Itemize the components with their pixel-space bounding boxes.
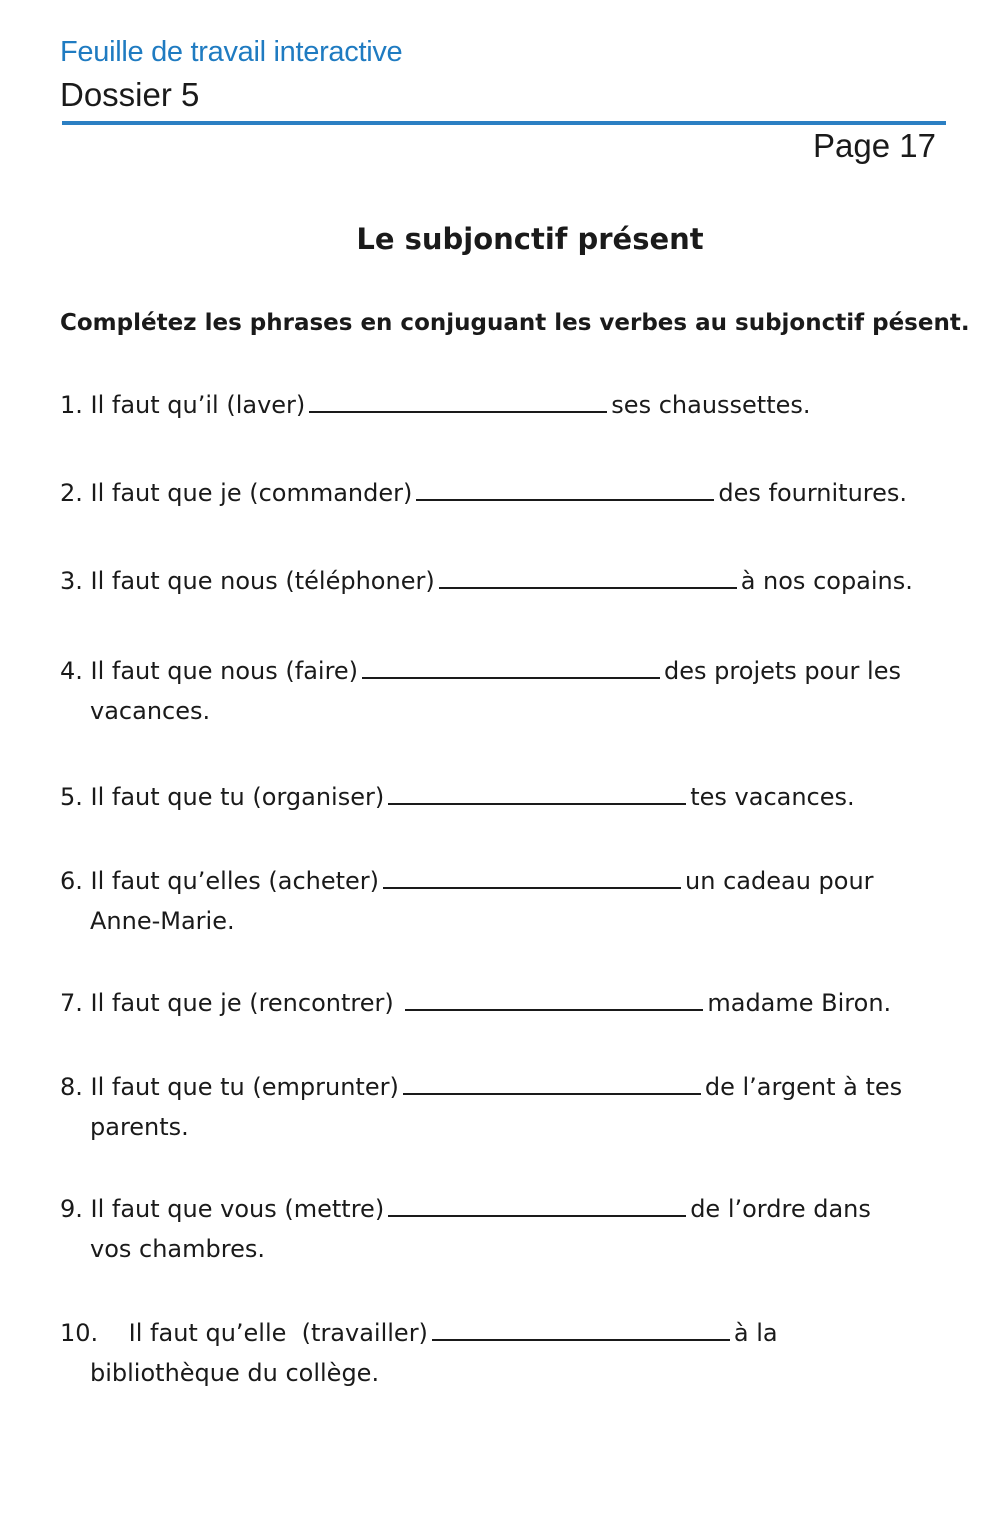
question-5 <box>60 777 950 817</box>
question-prefix: 8. Il faut que tu (emprunter) <box>60 1073 399 1101</box>
question-suffix: tes vacances. <box>690 783 855 811</box>
question-prefix: 1. Il faut qu’il (laver) <box>60 391 306 419</box>
instruction-text: Complétez les phrases en conjuguant les verbes au subjonctif pésent. <box>60 310 970 336</box>
question-1 <box>60 385 950 425</box>
question-prefix: 10. Il faut qu’elle (travailler) <box>60 1319 428 1347</box>
question-suffix: ses chaussettes. <box>611 391 811 419</box>
question-2 <box>60 473 950 513</box>
question-6 <box>60 861 950 941</box>
answer-blank-2[interactable] <box>416 473 714 501</box>
question-9 <box>60 1189 950 1269</box>
question-7 <box>60 983 950 1023</box>
page-number: Page 17 <box>813 127 936 164</box>
question-prefix: 5. Il faut que tu (organiser) <box>60 783 385 811</box>
dossier-title: Dossier 5 <box>60 76 200 113</box>
question-suffix: à nos copains. <box>740 567 913 595</box>
answer-blank-9[interactable] <box>388 1189 686 1217</box>
answer-blank-6[interactable] <box>383 861 681 889</box>
question-continuation: bibliothèque du collège. <box>90 1359 380 1387</box>
question-3 <box>60 561 950 601</box>
answer-blank-3[interactable] <box>439 561 737 589</box>
question-4 <box>60 651 950 731</box>
question-continuation: parents. <box>90 1113 189 1141</box>
question-continuation: vos chambres. <box>90 1235 265 1263</box>
question-prefix: 4. Il faut que nous (faire) <box>60 657 359 685</box>
question-suffix: de l’argent à tes <box>704 1073 903 1101</box>
question-prefix: 9. Il faut que vous (mettre) <box>60 1195 385 1223</box>
answer-blank-4[interactable] <box>362 651 660 679</box>
question-suffix: des projets pour les <box>664 657 901 685</box>
question-suffix: un cadeau pour <box>685 867 874 895</box>
answer-blank-10[interactable] <box>432 1313 730 1341</box>
question-continuation: vacances. <box>90 697 211 725</box>
question-suffix: des fournitures. <box>718 479 908 507</box>
question-prefix: 6. Il faut qu’elles (acheter) <box>60 867 380 895</box>
answer-blank-7[interactable] <box>405 983 703 1011</box>
worksheet-subtitle: Feuille de travail interactive <box>60 36 403 68</box>
question-suffix: madame Biron. <box>707 989 892 1017</box>
worksheet-title: Le subjonctif présent <box>356 222 704 256</box>
question-continuation: Anne-Marie. <box>90 907 235 935</box>
header-divider <box>62 121 946 125</box>
answer-blank-5[interactable] <box>388 777 686 805</box>
question-suffix: de l’ordre dans <box>690 1195 871 1223</box>
question-suffix: à la <box>733 1319 778 1347</box>
question-8 <box>60 1067 950 1147</box>
question-prefix: 7. Il faut que je (rencontrer) <box>60 989 402 1017</box>
question-10 <box>60 1313 950 1393</box>
question-prefix: 3. Il faut que nous (téléphoner) <box>60 567 435 595</box>
question-prefix: 2. Il faut que je (commander) <box>60 479 413 507</box>
answer-blank-8[interactable] <box>403 1067 701 1095</box>
answer-blank-1[interactable] <box>309 385 607 413</box>
